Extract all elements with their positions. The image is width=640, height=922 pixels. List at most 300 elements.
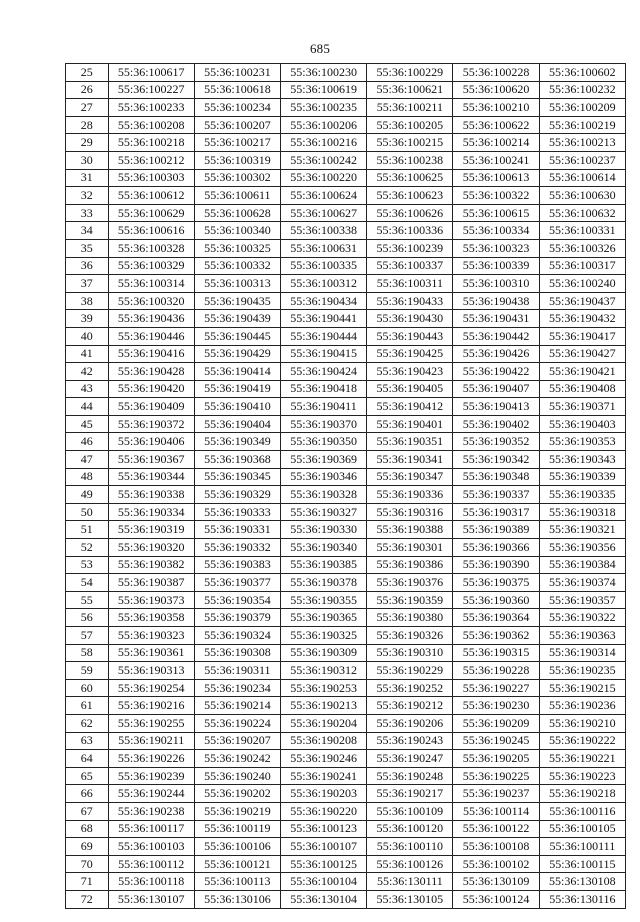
cadastral-number-cell: 55:36:100322	[453, 187, 539, 205]
cadastral-number-cell: 55:36:130104	[281, 890, 367, 908]
cadastral-number-cell: 55:36:190223	[539, 767, 625, 785]
row-number: 68	[66, 820, 109, 838]
cadastral-number-cell: 55:36:190445	[194, 327, 280, 345]
cadastral-number-cell: 55:36:130106	[194, 890, 280, 908]
cadastral-number-cell: 55:36:190416	[108, 345, 194, 363]
table-row	[66, 433, 626, 451]
cadastral-number-cell: 55:36:190246	[281, 750, 367, 768]
cadastral-number-cell: 55:36:100104	[281, 873, 367, 891]
cadastral-number-cell: 55:36:190407	[453, 380, 539, 398]
cadastral-number-cell: 55:36:190390	[453, 556, 539, 574]
table-row	[66, 222, 626, 240]
cadastral-number-cell: 55:36:100325	[194, 239, 280, 257]
cadastral-number-cell: 55:36:190318	[539, 503, 625, 521]
cadastral-number-cell: 55:36:190329	[194, 486, 280, 504]
table-row	[66, 609, 626, 627]
cadastral-number-cell: 55:36:190365	[281, 609, 367, 627]
cadastral-number-cell: 55:36:190358	[108, 609, 194, 627]
row-number: 52	[66, 539, 109, 557]
cadastral-number-cell: 55:36:100119	[194, 820, 280, 838]
cadastral-number-cell: 55:36:190255	[108, 714, 194, 732]
cadastral-number-cell: 55:36:100335	[281, 257, 367, 275]
cadastral-number-cell: 55:36:190373	[108, 591, 194, 609]
table-row	[66, 679, 626, 697]
cadastral-number-cell: 55:36:190216	[108, 697, 194, 715]
cadastral-number-cell: 55:36:100302	[194, 169, 280, 187]
cadastral-number-cell: 55:36:190386	[367, 556, 453, 574]
cadastral-number-cell: 55:36:190359	[367, 591, 453, 609]
cadastral-number-cell: 55:36:190214	[194, 697, 280, 715]
cadastral-number-cell: 55:36:100217	[194, 134, 280, 152]
row-number: 70	[66, 855, 109, 873]
cadastral-number-cell: 55:36:190430	[367, 310, 453, 328]
cadastral-number-cell: 55:36:100320	[108, 292, 194, 310]
table-row	[66, 627, 626, 645]
cadastral-number-cell: 55:36:100120	[367, 820, 453, 838]
row-number: 56	[66, 609, 109, 627]
cadastral-number-cell: 55:36:190343	[539, 451, 625, 469]
cadastral-number-cell: 55:36:190222	[539, 732, 625, 750]
cadastral-number-cell: 55:36:190220	[281, 802, 367, 820]
row-number: 48	[66, 468, 109, 486]
table-row	[66, 292, 626, 310]
cadastral-number-cell: 55:36:100326	[539, 239, 625, 257]
table-row	[66, 697, 626, 715]
cadastral-number-cell: 55:36:100628	[194, 204, 280, 222]
cadastral-number-cell: 55:36:190331	[194, 521, 280, 539]
cadastral-number-cell: 55:36:190328	[281, 486, 367, 504]
table-row	[66, 81, 626, 99]
cadastral-number-cell: 55:36:100126	[367, 855, 453, 873]
cadastral-number-cell: 55:36:190420	[108, 380, 194, 398]
cadastral-number-cell: 55:36:100616	[108, 222, 194, 240]
row-number: 36	[66, 257, 109, 275]
cadastral-number-cell: 55:36:190436	[108, 310, 194, 328]
cadastral-number-cell: 55:36:190336	[367, 486, 453, 504]
cadastral-number-cell: 55:36:190211	[108, 732, 194, 750]
cadastral-number-cell: 55:36:100242	[281, 151, 367, 169]
table-row	[66, 398, 626, 416]
cadastral-number-cell: 55:36:190212	[367, 697, 453, 715]
cadastral-number-cell: 55:36:100121	[194, 855, 280, 873]
cadastral-number-cell: 55:36:100622	[453, 116, 539, 134]
cadastral-number-cell: 55:36:190241	[281, 767, 367, 785]
cadastral-number-cell: 55:36:100103	[108, 838, 194, 856]
cadastral-number-cell: 55:36:190427	[539, 345, 625, 363]
cadastral-number-cell: 55:36:100214	[453, 134, 539, 152]
row-number: 28	[66, 116, 109, 134]
cadastral-number-cell: 55:36:190208	[281, 732, 367, 750]
cadastral-number-cell: 55:36:190363	[539, 627, 625, 645]
cadastral-number-cell: 55:36:190405	[367, 380, 453, 398]
cadastral-number-cell: 55:36:190380	[367, 609, 453, 627]
row-number: 34	[66, 222, 109, 240]
cadastral-number-cell: 55:36:190442	[453, 327, 539, 345]
cadastral-number-cell: 55:36:190344	[108, 468, 194, 486]
cadastral-number-cell: 55:36:190403	[539, 415, 625, 433]
cadastral-number-cell: 55:36:190357	[539, 591, 625, 609]
cadastral-number-cell: 55:36:190244	[108, 785, 194, 803]
cadastral-number-cell: 55:36:190332	[194, 539, 280, 557]
row-number: 43	[66, 380, 109, 398]
cadastral-number-cell: 55:36:190433	[367, 292, 453, 310]
row-number: 41	[66, 345, 109, 363]
table-row	[66, 486, 626, 504]
table-row	[66, 187, 626, 205]
cadastral-number-cell: 55:36:100337	[367, 257, 453, 275]
cadastral-number-cell: 55:36:100123	[281, 820, 367, 838]
cadastral-number-cell: 55:36:100612	[108, 187, 194, 205]
cadastral-number-cell: 55:36:100625	[367, 169, 453, 187]
cadastral-number-cell: 55:36:100336	[367, 222, 453, 240]
cadastral-number-cell: 55:36:190234	[194, 679, 280, 697]
cadastral-number-cell: 55:36:100629	[108, 204, 194, 222]
cadastral-number-cell: 55:36:100206	[281, 116, 367, 134]
cadastral-number-cell: 55:36:100340	[194, 222, 280, 240]
cadastral-number-cell: 55:36:100228	[453, 64, 539, 82]
cadastral-number-cell: 55:36:100615	[453, 204, 539, 222]
cadastral-number-cell: 55:36:190349	[194, 433, 280, 451]
cadastral-number-cell: 55:36:100319	[194, 151, 280, 169]
cadastral-number-cell: 55:36:190369	[281, 451, 367, 469]
cadastral-number-cell: 55:36:190224	[194, 714, 280, 732]
cadastral-number-cell: 55:36:190203	[281, 785, 367, 803]
cadastral-number-cell: 55:36:190443	[367, 327, 453, 345]
cadastral-number-cell: 55:36:190207	[194, 732, 280, 750]
cadastral-number-cell: 55:36:100208	[108, 116, 194, 134]
table-row	[66, 767, 626, 785]
cadastral-number-cell: 55:36:100313	[194, 275, 280, 293]
table-row	[66, 838, 626, 856]
cadastral-number-cell: 55:36:190252	[367, 679, 453, 697]
table-row	[66, 169, 626, 187]
cadastral-number-cell: 55:36:100620	[453, 81, 539, 99]
cadastral-number-cell: 55:36:100113	[194, 873, 280, 891]
row-number: 69	[66, 838, 109, 856]
cadastral-number-cell: 55:36:100632	[539, 204, 625, 222]
cadastral-number-cell: 55:36:190323	[108, 627, 194, 645]
cadastral-number-cell: 55:36:190334	[108, 503, 194, 521]
cadastral-number-cell: 55:36:100310	[453, 275, 539, 293]
cadastral-number-cell: 55:36:190254	[108, 679, 194, 697]
cadastral-number-cell: 55:36:190414	[194, 363, 280, 381]
cadastral-number-cell: 55:36:190240	[194, 767, 280, 785]
row-number: 53	[66, 556, 109, 574]
cadastral-number-cell: 55:36:190384	[539, 556, 625, 574]
cadastral-number-cell: 55:36:100227	[108, 81, 194, 99]
table-row	[66, 662, 626, 680]
cadastral-number-cell: 55:36:100216	[281, 134, 367, 152]
cadastral-number-cell: 55:36:190370	[281, 415, 367, 433]
cadastral-number-cell: 55:36:100117	[108, 820, 194, 838]
cadastral-number-cell: 55:36:100329	[108, 257, 194, 275]
cadastral-number-cell: 55:36:100124	[453, 890, 539, 908]
row-number: 27	[66, 99, 109, 117]
table-row	[66, 750, 626, 768]
cadastral-number-cell: 55:36:190429	[194, 345, 280, 363]
cadastral-number-cell: 55:36:100218	[108, 134, 194, 152]
cadastral-number-cell: 55:36:190402	[453, 415, 539, 433]
cadastral-number-cell: 55:36:190310	[367, 644, 453, 662]
row-number: 31	[66, 169, 109, 187]
cadastral-number-cell: 55:36:100338	[281, 222, 367, 240]
cadastral-number-cell: 55:36:190444	[281, 327, 367, 345]
cadastral-number-cell: 55:36:130111	[367, 873, 453, 891]
cadastral-number-cell: 55:36:190367	[108, 451, 194, 469]
cadastral-number-cell: 55:36:190317	[453, 503, 539, 521]
row-number: 65	[66, 767, 109, 785]
cadastral-number-cell: 55:36:190311	[194, 662, 280, 680]
table-row	[66, 239, 626, 257]
row-number: 33	[66, 204, 109, 222]
cadastral-table-body	[66, 64, 626, 909]
row-number: 37	[66, 275, 109, 293]
row-number: 66	[66, 785, 109, 803]
cadastral-number-cell: 55:36:100611	[194, 187, 280, 205]
row-number: 58	[66, 644, 109, 662]
cadastral-number-cell: 55:36:100623	[367, 187, 453, 205]
cadastral-number-cell: 55:36:190236	[539, 697, 625, 715]
cadastral-number-cell: 55:36:100213	[539, 134, 625, 152]
row-number: 72	[66, 890, 109, 908]
cadastral-number-cell: 55:36:100621	[367, 81, 453, 99]
cadastral-number-cell: 55:36:190351	[367, 433, 453, 451]
cadastral-number-cell: 55:36:190338	[108, 486, 194, 504]
table-row	[66, 451, 626, 469]
cadastral-number-cell: 55:36:190352	[453, 433, 539, 451]
table-row	[66, 345, 626, 363]
cadastral-number-cell: 55:36:100219	[539, 116, 625, 134]
cadastral-number-cell: 55:36:190421	[539, 363, 625, 381]
cadastral-number-cell: 55:36:190247	[367, 750, 453, 768]
cadastral-number-cell: 55:36:190320	[108, 539, 194, 557]
cadastral-number-cell: 55:36:190354	[194, 591, 280, 609]
cadastral-number-cell: 55:36:100106	[194, 838, 280, 856]
cadastral-number-cell: 55:36:130109	[453, 873, 539, 891]
cadastral-number-cell: 55:36:100109	[367, 802, 453, 820]
cadastral-number-cell: 55:36:190418	[281, 380, 367, 398]
cadastral-number-cell: 55:36:190312	[281, 662, 367, 680]
cadastral-number-cell: 55:36:100631	[281, 239, 367, 257]
cadastral-number-cell: 55:36:190337	[453, 486, 539, 504]
table-row	[66, 151, 626, 169]
cadastral-number-cell: 55:36:190408	[539, 380, 625, 398]
cadastral-number-cell: 55:36:100332	[194, 257, 280, 275]
cadastral-number-cell: 55:36:100102	[453, 855, 539, 873]
row-number: 61	[66, 697, 109, 715]
cadastral-number-cell: 55:36:190355	[281, 591, 367, 609]
row-number: 29	[66, 134, 109, 152]
cadastral-number-cell: 55:36:190242	[194, 750, 280, 768]
cadastral-number-cell: 55:36:190324	[194, 627, 280, 645]
cadastral-number-cell: 55:36:100314	[108, 275, 194, 293]
cadastral-number-cell: 55:36:190362	[453, 627, 539, 645]
row-number: 55	[66, 591, 109, 609]
cadastral-number-cell: 55:36:190382	[108, 556, 194, 574]
cadastral-number-cell: 55:36:100231	[194, 64, 280, 82]
cadastral-number-cell: 55:36:190435	[194, 292, 280, 310]
cadastral-number-cell: 55:36:190371	[539, 398, 625, 416]
cadastral-number-cell: 55:36:190226	[108, 750, 194, 768]
table-row	[66, 574, 626, 592]
cadastral-number-cell: 55:36:100617	[108, 64, 194, 82]
cadastral-number-cell: 55:36:190368	[194, 451, 280, 469]
cadastral-number-cell: 55:36:190347	[367, 468, 453, 486]
cadastral-number-cell: 55:36:190375	[453, 574, 539, 592]
cadastral-number-cell: 55:36:190350	[281, 433, 367, 451]
cadastral-number-cell: 55:36:100115	[539, 855, 625, 873]
cadastral-number-cell: 55:36:190441	[281, 310, 367, 328]
table-row	[66, 503, 626, 521]
cadastral-number-cell: 55:36:190353	[539, 433, 625, 451]
row-number: 30	[66, 151, 109, 169]
cadastral-number-cell: 55:36:100303	[108, 169, 194, 187]
cadastral-number-cell: 55:36:190388	[367, 521, 453, 539]
cadastral-number-cell: 55:36:190437	[539, 292, 625, 310]
cadastral-number-cell: 55:36:100210	[453, 99, 539, 117]
table-row	[66, 521, 626, 539]
row-number: 60	[66, 679, 109, 697]
table-row	[66, 802, 626, 820]
cadastral-number-cell: 55:36:190385	[281, 556, 367, 574]
cadastral-number-cell: 55:36:190210	[539, 714, 625, 732]
table-row	[66, 873, 626, 891]
cadastral-number-cell: 55:36:190326	[367, 627, 453, 645]
cadastral-number-cell: 55:36:100619	[281, 81, 367, 99]
cadastral-number-cell: 55:36:190439	[194, 310, 280, 328]
cadastral-number-cell: 55:36:190204	[281, 714, 367, 732]
cadastral-number-cell: 55:36:190383	[194, 556, 280, 574]
row-number: 62	[66, 714, 109, 732]
cadastral-number-cell: 55:36:130116	[539, 890, 625, 908]
cadastral-number-cell: 55:36:190205	[453, 750, 539, 768]
cadastral-number-cell: 55:36:190239	[108, 767, 194, 785]
cadastral-number-cell: 55:36:190217	[367, 785, 453, 803]
row-number: 42	[66, 363, 109, 381]
cadastral-number-cell: 55:36:190238	[108, 802, 194, 820]
row-number: 35	[66, 239, 109, 257]
cadastral-number-cell: 55:36:190410	[194, 398, 280, 416]
row-number: 45	[66, 415, 109, 433]
cadastral-number-cell: 55:36:190313	[108, 662, 194, 680]
cadastral-number-cell: 55:36:190253	[281, 679, 367, 697]
cadastral-number-cell: 55:36:190424	[281, 363, 367, 381]
cadastral-number-cell: 55:36:190209	[453, 714, 539, 732]
cadastral-number-cell: 55:36:100114	[453, 802, 539, 820]
row-number: 71	[66, 873, 109, 891]
cadastral-number-cell: 55:36:190221	[539, 750, 625, 768]
cadastral-number-cell: 55:36:190316	[367, 503, 453, 521]
cadastral-number-cell: 55:36:190215	[539, 679, 625, 697]
table-row	[66, 363, 626, 381]
table-row	[66, 539, 626, 557]
cadastral-number-cell: 55:36:190434	[281, 292, 367, 310]
table-row	[66, 327, 626, 345]
cadastral-number-cell: 55:36:190314	[539, 644, 625, 662]
cadastral-number-cell: 55:36:100108	[453, 838, 539, 856]
cadastral-number-cell: 55:36:100116	[539, 802, 625, 820]
cadastral-number-cell: 55:36:190319	[108, 521, 194, 539]
row-number: 46	[66, 433, 109, 451]
cadastral-table	[65, 63, 626, 909]
cadastral-number-cell: 55:36:190374	[539, 574, 625, 592]
cadastral-number-cell: 55:36:190413	[453, 398, 539, 416]
cadastral-number-cell: 55:36:100630	[539, 187, 625, 205]
cadastral-number-cell: 55:36:190227	[453, 679, 539, 697]
cadastral-number-cell: 55:36:190245	[453, 732, 539, 750]
cadastral-number-cell: 55:36:190235	[539, 662, 625, 680]
table-row	[66, 380, 626, 398]
cadastral-number-cell: 55:36:100112	[108, 855, 194, 873]
table-row	[66, 257, 626, 275]
cadastral-number-cell: 55:36:130107	[108, 890, 194, 908]
cadastral-number-cell: 55:36:100331	[539, 222, 625, 240]
cadastral-number-cell: 55:36:190360	[453, 591, 539, 609]
cadastral-number-cell: 55:36:190361	[108, 644, 194, 662]
cadastral-number-cell: 55:36:190218	[539, 785, 625, 803]
table-row	[66, 134, 626, 152]
row-number: 40	[66, 327, 109, 345]
cadastral-number-cell: 55:36:190345	[194, 468, 280, 486]
cadastral-number-cell: 55:36:190342	[453, 451, 539, 469]
cadastral-number-cell: 55:36:190330	[281, 521, 367, 539]
cadastral-number-cell: 55:36:190327	[281, 503, 367, 521]
row-number: 44	[66, 398, 109, 416]
row-number: 47	[66, 451, 109, 469]
cadastral-number-cell: 55:36:100232	[539, 81, 625, 99]
table-row	[66, 732, 626, 750]
cadastral-number-cell: 55:36:130108	[539, 873, 625, 891]
row-number: 26	[66, 81, 109, 99]
cadastral-number-cell: 55:36:190404	[194, 415, 280, 433]
cadastral-number-cell: 55:36:190376	[367, 574, 453, 592]
cadastral-number-cell: 55:36:100211	[367, 99, 453, 117]
cadastral-number-cell: 55:36:190422	[453, 363, 539, 381]
cadastral-number-cell: 55:36:190415	[281, 345, 367, 363]
cadastral-number-cell: 55:36:190432	[539, 310, 625, 328]
row-number: 59	[66, 662, 109, 680]
table-row	[66, 890, 626, 908]
cadastral-number-cell: 55:36:100627	[281, 204, 367, 222]
table-row	[66, 415, 626, 433]
cadastral-number-cell: 55:36:100234	[194, 99, 280, 117]
cadastral-number-cell: 55:36:190406	[108, 433, 194, 451]
row-number: 54	[66, 574, 109, 592]
row-number: 63	[66, 732, 109, 750]
cadastral-number-cell: 55:36:190341	[367, 451, 453, 469]
cadastral-number-cell: 55:36:190308	[194, 644, 280, 662]
table-row	[66, 64, 626, 82]
cadastral-number-cell: 55:36:190401	[367, 415, 453, 433]
table-row	[66, 116, 626, 134]
cadastral-number-cell: 55:36:100323	[453, 239, 539, 257]
cadastral-number-cell: 55:36:100125	[281, 855, 367, 873]
cadastral-number-cell: 55:36:190423	[367, 363, 453, 381]
cadastral-number-cell: 55:36:190325	[281, 627, 367, 645]
table-row	[66, 855, 626, 873]
cadastral-number-cell: 55:36:190379	[194, 609, 280, 627]
cadastral-number-cell: 55:36:100312	[281, 275, 367, 293]
table-row	[66, 468, 626, 486]
cadastral-number-cell: 55:36:190389	[453, 521, 539, 539]
cadastral-number-cell: 55:36:190426	[453, 345, 539, 363]
row-number: 38	[66, 292, 109, 310]
cadastral-number-cell: 55:36:190333	[194, 503, 280, 521]
cadastral-number-cell: 55:36:190339	[539, 468, 625, 486]
row-number: 49	[66, 486, 109, 504]
cadastral-number-cell: 55:36:190202	[194, 785, 280, 803]
cadastral-number-cell: 55:36:190237	[453, 785, 539, 803]
